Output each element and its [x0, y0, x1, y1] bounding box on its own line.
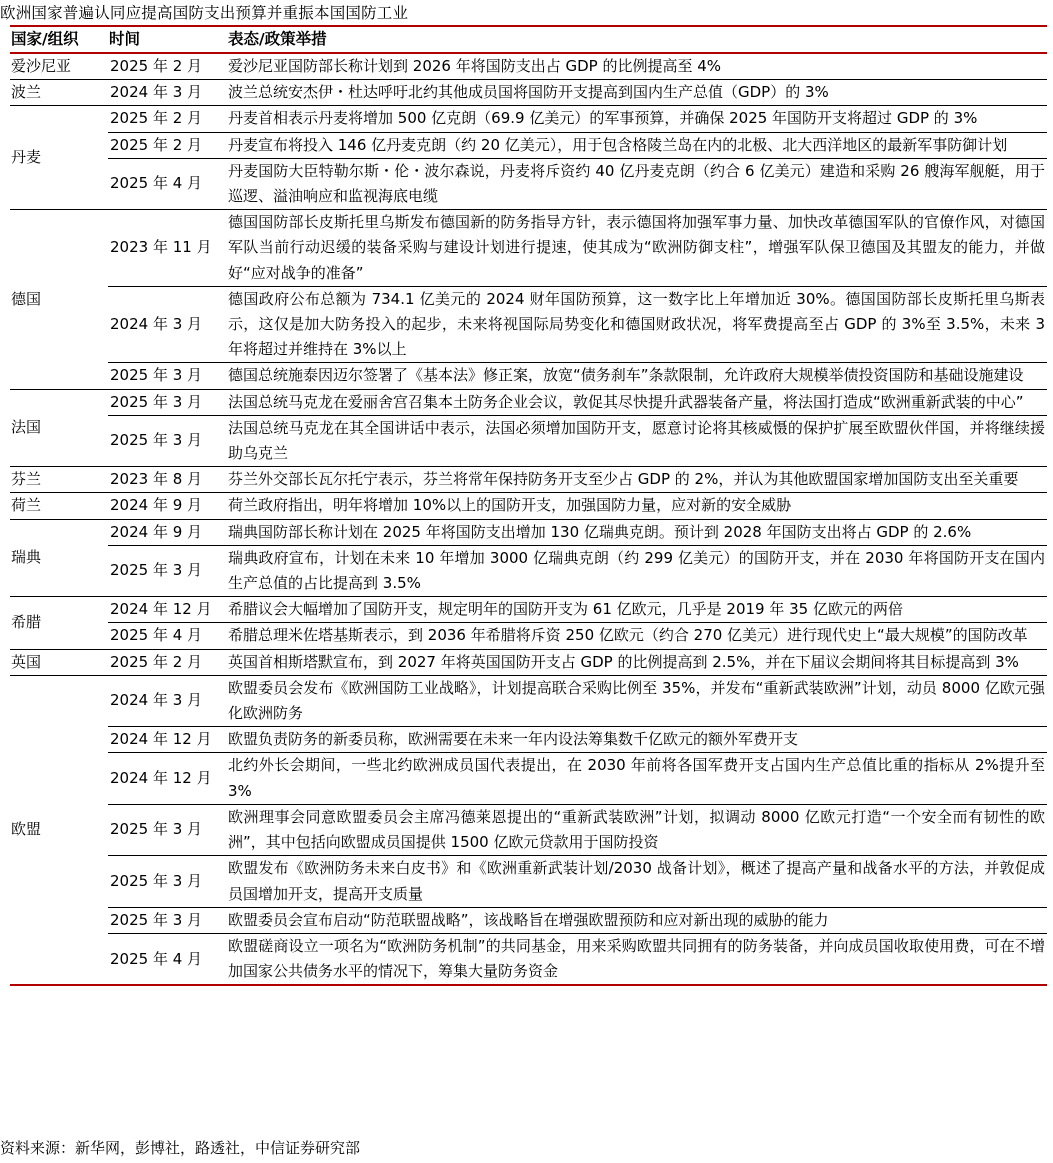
time-cell: 2025 年 2 月 — [108, 106, 227, 132]
table-row — [10, 804, 1047, 855]
table-row — [10, 545, 1047, 596]
table-row — [10, 493, 1047, 519]
time-cell: 2025 年 3 月 — [108, 804, 227, 855]
time-cell: 2025 年 2 月 — [108, 132, 227, 158]
policy-cell: 希腊总理米佐塔基斯表示，到 2036 年希腊将斥资 250 亿欧元（约合 270 亿美元）进行现代史上“最大规模”的国防改革 — [227, 623, 1047, 649]
country-cell: 丹麦 — [10, 106, 108, 210]
policy-cell: 德国国防部长皮斯托里乌斯发布德国新的防务指导方针，表示德国将加强军事力量、加快改革德国军队的官僚作风，对德国军队当前行动迟缓的装备采购与建设计划进行提速，使其成为“欧洲防御支柱”，增强军队保卫德国及其盟友的能力，并做好“应对战争的准备” — [227, 210, 1047, 287]
time-cell: 2024 年 9 月 — [108, 493, 227, 519]
policy-cell: 欧洲理事会同意欧盟委员会主席冯德莱恩提出的“重新武装欧洲”计划，拟调动 8000 亿欧元打造“一个安全而有韧性的欧洲”，其中包括向欧盟成员国提供 1500 亿欧元贷款用于国防投资 — [227, 804, 1047, 855]
table-row — [10, 623, 1047, 649]
policy-cell: 爱沙尼亚国防部长称计划到 2026 年将国防支出占 GDP 的比例提高至 4% — [228, 57, 722, 75]
country-cell: 欧盟 — [10, 675, 108, 985]
header-time: 时间 — [108, 26, 227, 53]
country-cell: 法国 — [10, 389, 108, 467]
policy-cell: 丹麦首相表示丹麦将增加 500 亿克朗（69.9 亿美元）的军事预算，并确保 2025 年国防开支将超过 GDP 的 3% — [227, 106, 1047, 132]
table-row — [10, 907, 1047, 933]
time-cell: 2023 年 8 月 — [108, 467, 227, 493]
policy-cell: 欧盟磋商设立一项名为“欧洲防务机制”的共同基金，用来采购欧盟共同拥有的防务装备，并向成员国收取使用费，可在不增加国家公共债务水平的情况下，筹集大量防务资金 — [227, 933, 1047, 985]
policy-cell: 英国首相斯塔默宣布，到 2027 年将英国国防开支占 GDP 的比例提高到 2.5%，并在下届议会期间将其目标提高到 3% — [227, 649, 1047, 675]
time-cell: 2025 年 4 月 — [108, 933, 227, 985]
policy-cell: 德国总统施泰因迈尔签署了《基本法》修正案，放宽“债务刹车”条款限制，允许政府大规模举债投资国防和基础设施建设 — [227, 363, 1047, 389]
table-row — [10, 649, 1047, 675]
time-cell: 2025 年 4 月 — [108, 623, 227, 649]
time-cell: 2024 年 12 月 — [108, 753, 227, 804]
header-policy: 表态/政策举措 — [227, 26, 1047, 53]
table-row — [10, 389, 1047, 415]
country-cell: 瑞典 — [10, 519, 108, 597]
table-row — [10, 933, 1047, 985]
time-cell: 2024 年 3 月 — [108, 286, 227, 363]
source-note: 资料来源：新华网，彭博社，路透社，中信证券研究部 — [0, 1139, 361, 1157]
policy-cell: 波兰总统安杰伊・杜达呼吁北约其他成员国将国防开支提高到国内生产总值（GDP）的 3% — [227, 80, 1047, 106]
table-row — [10, 415, 1047, 466]
policy-cell: 丹麦宣布将投入 146 亿丹麦克朗（约 20 亿美元），用于包含格陵兰岛在内的北极、北大西洋地区的最新军事防御计划 — [227, 132, 1047, 158]
country-cell: 芬兰 — [10, 467, 108, 493]
table-row — [10, 727, 1047, 753]
table-row — [10, 80, 1047, 106]
policy-cell: 希腊议会大幅增加了国防开支，规定明年的国防开支为 61 亿欧元，几乎是 2019 年 35 亿欧元的两倍 — [227, 597, 1047, 623]
country-cell: 德国 — [10, 210, 108, 389]
header-country: 国家/组织 — [10, 26, 108, 53]
table-row — [10, 158, 1047, 209]
time-cell: 2025 年 3 月 — [108, 363, 227, 389]
country-cell: 波兰 — [10, 80, 108, 106]
table-row — [10, 132, 1047, 158]
time-cell: 2025 年 2 月 — [110, 57, 203, 75]
policy-cell: 法国总统马克龙在爱丽舍宫召集本土防务企业会议，敦促其尽快提升武器装备产量，将法国打造成“欧洲重新武装的中心” — [227, 389, 1047, 415]
country-cell: 英国 — [10, 649, 108, 675]
time-cell: 2025 年 3 月 — [108, 415, 227, 466]
table-row — [10, 467, 1047, 493]
table-header-row — [10, 26, 1047, 53]
table-body — [10, 53, 1047, 985]
time-cell: 2024 年 3 月 — [108, 80, 227, 106]
table-title: 欧洲国家普遍认同应提高国防支出预算并重振本国国防工业 — [0, 4, 409, 22]
policy-cell: 芬兰外交部长瓦尔托宁表示，芬兰将常年保持防务开支至少占 GDP 的 2%，并认为其他欧盟国家增加国防支出至关重要 — [227, 467, 1047, 493]
table-row — [10, 753, 1047, 804]
time-cell: 2024 年 12 月 — [108, 727, 227, 753]
time-cell: 2025 年 2 月 — [108, 649, 227, 675]
time-cell: 2024 年 12 月 — [108, 597, 227, 623]
time-cell: 2023 年 11 月 — [108, 210, 227, 287]
table-row — [10, 286, 1047, 363]
policy-cell: 瑞典国防部长称计划在 2025 年将国防支出增加 130 亿瑞典克朗。预计到 2028 年国防支出将占 GDP 的 2.6% — [227, 519, 1047, 545]
country-cell: 希腊 — [10, 597, 108, 649]
table-row — [10, 106, 1047, 132]
table-row — [10, 210, 1047, 287]
country-cell: 荷兰 — [10, 493, 108, 519]
policy-cell: 欧盟委员会宣布启动“防范联盟战略”，该战略旨在增强欧盟预防和应对新出现的威胁的能力 — [227, 907, 1047, 933]
time-cell: 2025 年 3 月 — [108, 907, 227, 933]
table-row — [10, 856, 1047, 907]
policy-cell: 北约外长会期间，一些北约欧洲成员国代表提出，在 2030 年前将各国军费开支占国内生产总值比重的指标从 2%提升至 3% — [227, 753, 1047, 804]
time-cell: 2025 年 3 月 — [108, 856, 227, 907]
time-cell: 2024 年 3 月 — [108, 675, 227, 726]
time-cell: 2025 年 4 月 — [108, 158, 227, 209]
policy-cell: 法国总统马克龙在其全国讲话中表示，法国必须增加国防开支，愿意讨论将其核威慑的保护扩展至欧盟伙伴国，并将继续援助乌克兰 — [227, 415, 1047, 466]
policy-cell: 欧盟负责防务的新委员称，欧洲需要在未来一年内设法筹集数千亿欧元的额外军费开支 — [227, 727, 1047, 753]
policy-cell: 欧盟发布《欧洲防务未来白皮书》和《欧洲重新武装计划/2030 战备计划》，概述了提高产量和战备水平的方法，并敦促成员国增加开支，提高开支质量 — [227, 856, 1047, 907]
time-cell: 2025 年 3 月 — [108, 545, 227, 596]
defense-policy-table — [10, 25, 1047, 986]
policy-cell: 欧盟委员会发布《欧洲国防工业战略》，计划提高联合采购比例至 35%，并发布“重新武装欧洲”计划，动员 8000 亿欧元强化欧洲防务 — [227, 675, 1047, 726]
policy-cell: 丹麦国防大臣特勒尔斯・伦・波尔森说，丹麦将斥资约 40 亿丹麦克朗（约合 6 亿美元）建造和采购 26 艘海军舰艇，用于巡逻、溢油响应和监视海底电缆 — [227, 158, 1047, 209]
policy-cell: 荷兰政府指出，明年将增加 10%以上的国防开支，加强国防力量，应对新的安全威胁 — [227, 493, 1047, 519]
table-row — [10, 53, 1047, 80]
policy-cell: 德国政府公布总额为 734.1 亿美元的 2024 财年国防预算，这一数字比上年增加近 30%。德国国防部长皮斯托里乌斯表示，这仅是加大防务投入的起步，未来将视国际局势变化和德国财政状况，将军费提高至占 GDP 的 3%至 3.5%，未来 3 年将超过并维持在 3%以上 — [227, 286, 1047, 363]
country-cell: 爱沙尼亚 — [11, 57, 72, 75]
table-row — [10, 519, 1047, 545]
table-row — [10, 675, 1047, 726]
policy-cell: 瑞典政府宣布，计划在未来 10 年增加 3000 亿瑞典克朗（约 299 亿美元）的国防开支，并在 2030 年将国防开支在国内生产总值的占比提高到 3.5% — [227, 545, 1047, 596]
time-cell: 2024 年 9 月 — [108, 519, 227, 545]
time-cell: 2025 年 3 月 — [108, 389, 227, 415]
table-row — [10, 597, 1047, 623]
table-row — [10, 363, 1047, 389]
